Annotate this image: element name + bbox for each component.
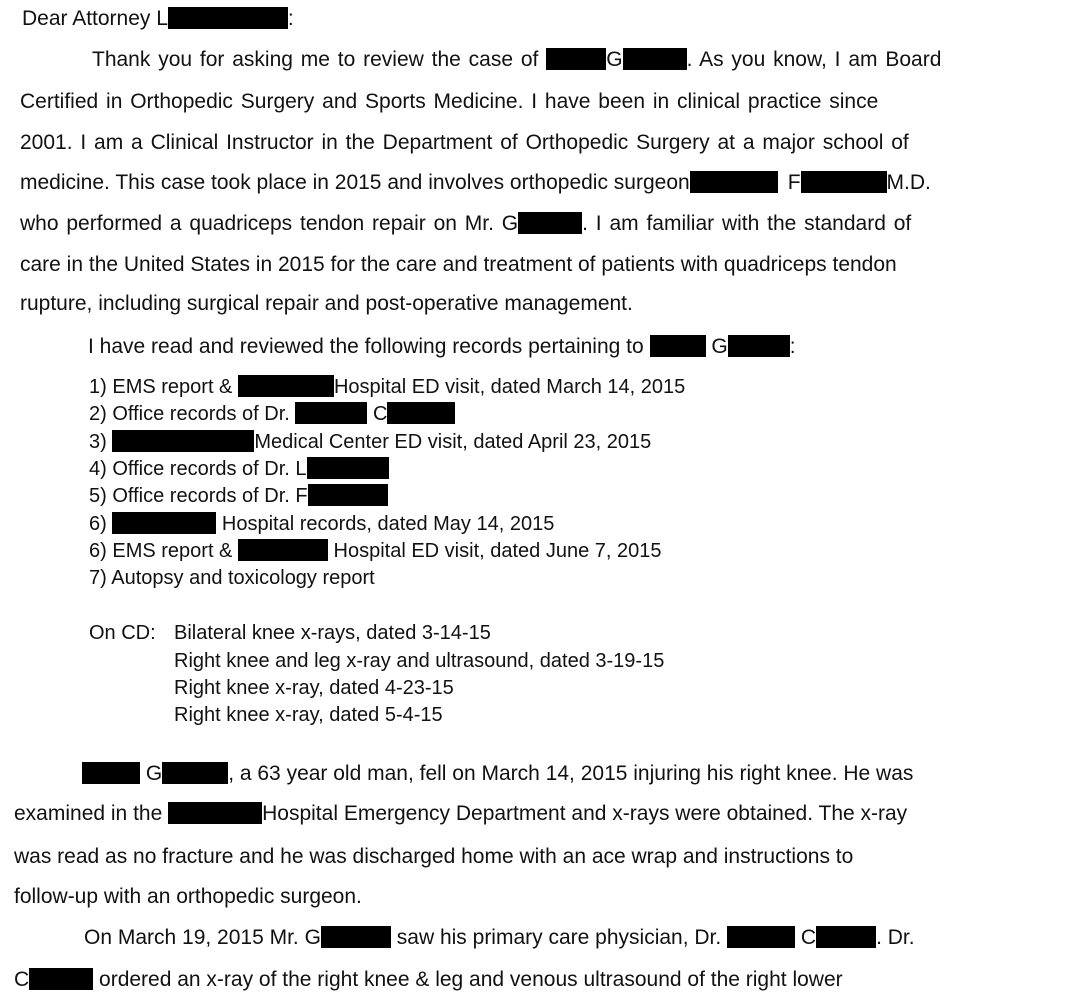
redaction-bar bbox=[727, 926, 795, 948]
narrative-line-5 bbox=[84, 926, 915, 950]
list-number: 3) bbox=[89, 431, 107, 453]
list-item bbox=[89, 512, 554, 536]
intro-line-7: rupture, including surgical repair and post-operative management. bbox=[20, 292, 633, 315]
intro-text: M.D. bbox=[886, 171, 931, 194]
intro-text: . As you know, I am Board bbox=[686, 48, 942, 71]
list-item bbox=[89, 457, 389, 481]
list-number: 1) bbox=[89, 376, 107, 398]
intro-text: G bbox=[606, 48, 623, 71]
redaction-bar bbox=[816, 926, 876, 948]
list-number: 7) bbox=[89, 567, 107, 589]
narrative-text: , a 63 year old man, fell on March 14, 2015 injuring his right knee. He was bbox=[228, 762, 914, 785]
narrative-text: On March 19, 2015 Mr. G bbox=[84, 926, 321, 949]
narrative-text: examined in the bbox=[14, 802, 163, 825]
list-text: Hospital ED visit, dated March 14, 2015 bbox=[333, 376, 686, 398]
list-text: Office records of Dr. F bbox=[112, 485, 308, 507]
intro-text: medicine. This case took place in 2015 and involves orthopedic surgeon bbox=[20, 171, 690, 194]
intro-line-4 bbox=[20, 171, 931, 195]
list-number: 5) bbox=[89, 485, 107, 507]
intro-text: Thank you for asking me to review the case of bbox=[92, 48, 539, 71]
cd-label: On CD: bbox=[89, 622, 156, 644]
redaction-bar bbox=[112, 512, 216, 534]
intro-text: F bbox=[787, 171, 801, 194]
list-item bbox=[89, 567, 375, 590]
redaction-bar bbox=[168, 802, 262, 824]
redaction-bar bbox=[162, 762, 228, 784]
intro-line-5 bbox=[20, 212, 911, 236]
narrative-line-1 bbox=[82, 762, 913, 786]
list-item bbox=[89, 484, 388, 508]
redaction-bar bbox=[801, 171, 887, 193]
list-number: 4) bbox=[89, 458, 107, 480]
list-number: 6) bbox=[89, 513, 107, 535]
list-text: Hospital records, dated May 14, 2015 bbox=[221, 513, 555, 535]
intro-text: . I am familiar with the standard of bbox=[582, 212, 912, 235]
redaction-bar bbox=[238, 539, 328, 561]
cd-item: Right knee x-ray, dated 4-23-15 bbox=[174, 677, 454, 699]
records-intro-text: I have read and reviewed the following records pertaining to bbox=[88, 335, 644, 358]
intro-line-1 bbox=[92, 48, 941, 72]
list-number: 6) bbox=[89, 540, 107, 562]
records-intro-text: : bbox=[789, 335, 796, 358]
intro-line-2: Certified in Orthopedic Surgery and Sports Medicine. I have been in clinical practice since bbox=[20, 90, 879, 113]
cd-item: Bilateral knee x-rays, dated 3-14-15 bbox=[174, 622, 491, 644]
salutation bbox=[22, 7, 294, 31]
records-intro-text: G bbox=[711, 335, 728, 358]
narrative-text: . Dr. bbox=[876, 926, 915, 949]
list-item bbox=[89, 375, 685, 399]
narrative-line-6 bbox=[14, 968, 843, 992]
redaction-bar bbox=[321, 926, 391, 948]
salutation-prefix: Dear Attorney L bbox=[22, 7, 168, 30]
redaction-bar bbox=[623, 48, 687, 70]
list-text: Medical Center ED visit, dated April 23, 2015 bbox=[254, 431, 652, 453]
list-text: Office records of Dr. L bbox=[112, 458, 307, 480]
redaction-bar bbox=[29, 968, 93, 990]
redaction-bar bbox=[518, 212, 582, 234]
narrative-line-2 bbox=[14, 802, 907, 826]
redaction-bar bbox=[82, 762, 140, 784]
list-text: Office records of Dr. bbox=[112, 403, 290, 425]
narrative-line-4: follow-up with an orthopedic surgeon. bbox=[14, 885, 362, 908]
redaction-bar bbox=[690, 171, 778, 193]
narrative-line-3: was read as no fracture and he was discharged home with an ace wrap and instructions to bbox=[14, 845, 854, 868]
salutation-suffix: : bbox=[287, 7, 294, 30]
redaction-bar bbox=[308, 484, 388, 506]
redaction-bar bbox=[650, 335, 706, 357]
narrative-text: Hospital Emergency Department and x-rays were obtained. The x-ray bbox=[262, 802, 908, 825]
cd-item: Right knee x-ray, dated 5-4-15 bbox=[174, 704, 443, 726]
list-text: Autopsy and toxicology report bbox=[111, 567, 375, 589]
narrative-text: C bbox=[14, 968, 30, 991]
redaction-bar bbox=[387, 402, 455, 424]
redaction-bar bbox=[112, 430, 254, 452]
redaction-bar bbox=[295, 402, 367, 424]
list-number: 2) bbox=[89, 403, 107, 425]
redaction-bar bbox=[307, 457, 389, 479]
records-intro bbox=[88, 335, 796, 359]
intro-text: who performed a quadriceps tendon repair on Mr. G bbox=[20, 212, 519, 235]
intro-line-6: care in the United States in 2015 for the care and treatment of patients with quadriceps tendon bbox=[20, 253, 897, 276]
redaction-bar bbox=[728, 335, 790, 357]
list-item bbox=[89, 402, 455, 426]
narrative-text: ordered an x-ray of the right knee & leg and venous ultrasound of the right lower bbox=[99, 968, 843, 991]
redaction-bar bbox=[546, 48, 606, 70]
list-item bbox=[89, 430, 651, 454]
narrative-text: C bbox=[800, 926, 817, 949]
list-text: EMS report & bbox=[112, 376, 233, 398]
list-text: C bbox=[372, 403, 388, 425]
narrative-text: G bbox=[145, 762, 163, 785]
list-text: EMS report & bbox=[112, 540, 233, 562]
cd-item: Right knee and leg x-ray and ultrasound, dated 3-19-15 bbox=[174, 650, 665, 672]
list-item bbox=[89, 539, 662, 563]
list-text: Hospital ED visit, dated June 7, 2015 bbox=[333, 540, 662, 562]
redaction-bar bbox=[168, 7, 288, 29]
intro-line-3: 2001. I am a Clinical Instructor in the Department of Orthopedic Surgery at a major school of bbox=[20, 131, 909, 154]
narrative-text: saw his primary care physician, Dr. bbox=[396, 926, 722, 949]
redaction-bar bbox=[238, 375, 334, 397]
